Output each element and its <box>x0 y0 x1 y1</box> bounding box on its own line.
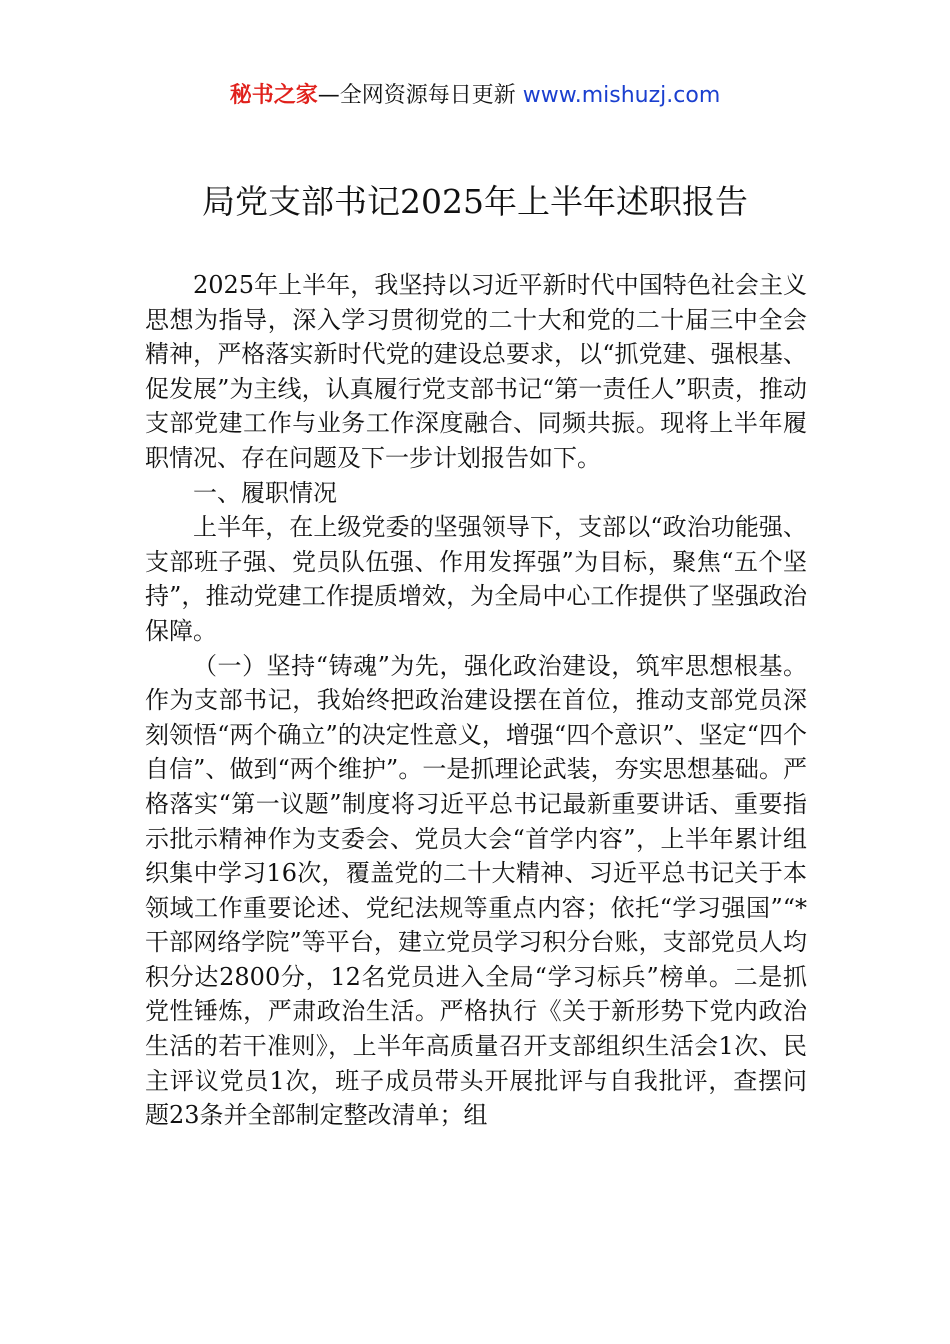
body-paragraph: （一）坚持“铸魂”为先，强化政治建设，筑牢思想根基。作为支部书记，我始终把政治建设摆在首位，推动支部党员深刻领悟“两个确立”的决定性意义，增强“四个意识”、坚定“四个自信”、做到“两个维护”。一是抓理论武装，夯实思想基础。严格落实“第一议题”制度将习近平总书记最新重要讲话、重要指示批示精神作为支委会、党员大会“首学内容”，上半年累计组织集中学习16次，覆盖党的二十大精神、习近平总书记关于本领域工作重要论述、党纪法规等重点内容；依托“学习强国”“*干部网络学院”等平台，建立党员学习积分台账，支部党员人均积分达2800分，12名党员进入全局“学习标兵”榜单。二是抓党性锤炼，严肃政治生活。严格执行《关于新形势下党内政治生活的若干准则》，上半年高质量召开支部组织生活会1次、民主评议党员1次，班子成员带头开展批评与自我批评，查摆问题23条并全部制定整改清单；组 <box>145 651 807 1130</box>
body-paragraph: 上半年，在上级党委的坚强领导下，支部以“政治功能强、支部班子强、党员队伍强、作用发挥强”为目标，聚焦“五个坚持”，推动党建工作提质增效，为全局中心工作提供了坚强政治保障。 <box>145 513 807 645</box>
document-title: 局党支部书记2025年上半年述职报告 <box>202 182 748 221</box>
section-heading-1: 一、履职情况 <box>193 478 337 507</box>
site-url-link[interactable]: www.mishuzj.com <box>522 83 721 108</box>
site-header-banner <box>0 80 950 112</box>
intro-paragraph: 2025年上半年，我坚持以习近平新时代中国特色社会主义思想为指导，深入学习贯彻党的二十大和党的二十届三中全会精神，严格落实新时代党的建设总要求，以“抓党建、强根基、促发展”为主线，认真履行党支部书记“第一责任人”职责，推动支部党建工作与业务工作深度融合、同频共振。现将上半年履职情况、存在问题及下一步计划报告如下。 <box>145 271 807 472</box>
brand-name: 秘书之家 <box>229 83 318 108</box>
document-body <box>145 268 807 1133</box>
header-tagline: —全网资源每日更新 <box>317 83 523 108</box>
